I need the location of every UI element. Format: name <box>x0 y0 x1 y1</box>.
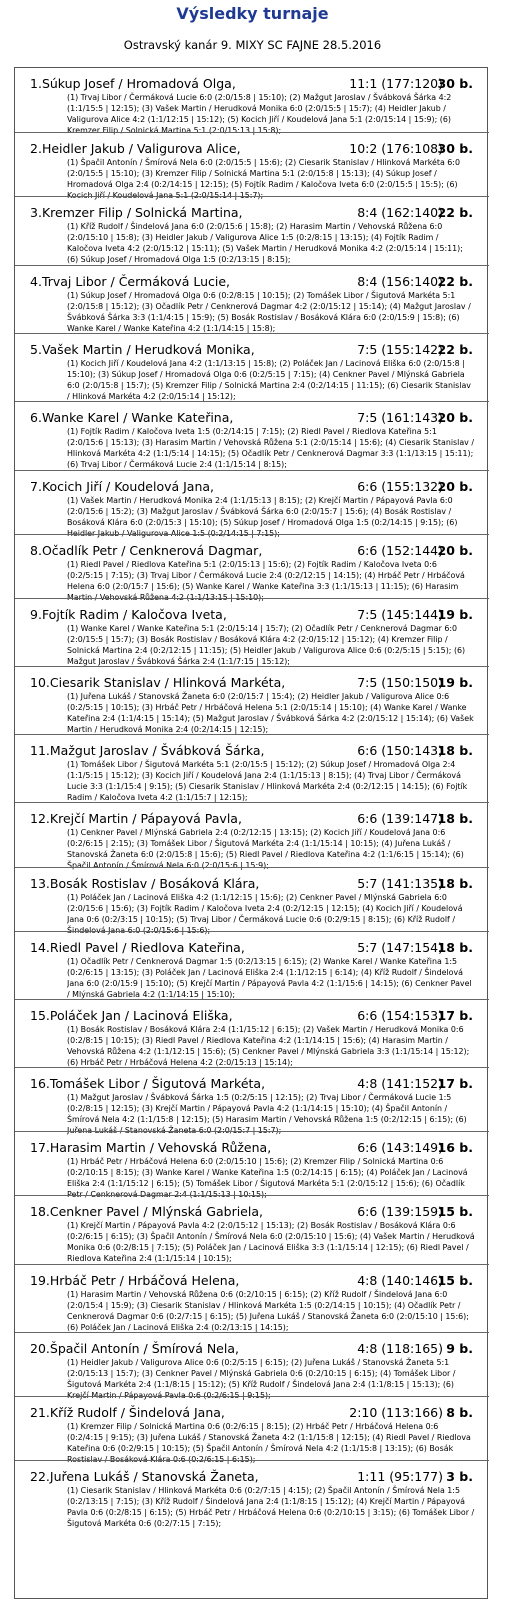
team-name <box>30 1140 271 1155</box>
entry-header <box>15 141 487 157</box>
team-points: 18 b. <box>437 940 473 955</box>
entry-header <box>15 410 487 426</box>
match-details: (1) Wanke Karel / Wanke Kateřina 5:1 (2:0/15:14 | 15:7); (2) Očadlík Petr / Cenknerová Dagmar 6:0 (2:0/15:5 | 15:7); (3) Bosák Rostislav / Bosáková Klára 4:2 (2:0/15:12 | 15:12); (4) Kremzer Filip / Solnická Martina 2:4 (0:2/12:15 | 11:15); (5) Heidler Jakub / Valigurova Alice 0:6 (0:2/5:15 | 5:15); (6) Mažgut Jaroslav / Švábková Šárka 2:4 (1:1/7:15 | 15:12); <box>67 624 466 666</box>
team-pair: Krejčí Martin / Pápayová Pavla, <box>49 811 242 826</box>
team-score: 8:4 (156:140) <box>357 274 443 289</box>
team-score: 6:6 (139:159) <box>357 1204 443 1219</box>
entry-header <box>15 1405 487 1421</box>
team-pair: Očadlík Petr / Cenknerová Dagmar, <box>41 543 263 558</box>
team-pair: Mažgut Jaroslav / Švábková Šárka, <box>49 743 265 758</box>
team-name <box>30 743 264 758</box>
team-points: 8 b. <box>446 1405 473 1420</box>
team-pair: Kocich Jiří / Koudelová Jana, <box>41 479 215 494</box>
team-rank: 21. <box>30 1405 50 1420</box>
result-entry <box>15 1396 489 1464</box>
team-points: 19 b. <box>437 607 473 622</box>
team-points: 16 b. <box>437 1140 473 1155</box>
result-entry <box>15 401 489 471</box>
result-entry <box>15 470 489 538</box>
match-details: (1) Súkup Josef / Hromadová Olga 0:6 (0:2/8:15 | 10:15); (2) Tomášek Libor / Šigutová Markéta 5:1 (2:0/15:8 | 15:12); (3) Očadlík Petr / Cenknerová Dagmar 4:2 (2:0/15:12 | 15:14); (4) Mažgut Jaroslav / Švábková Šárka 3:3 (1:1/4:15 | 15:9); (5) Bosák Rostislav / Bosáková Klára 6:0 (2:0/15:9 | 15:8); (6) Wanke Karel / Wanke Kateřina 4:2 (1:1/14:15 | 15:8); <box>67 291 471 333</box>
result-entry <box>15 1460 489 1528</box>
entry-header <box>15 1273 487 1289</box>
result-entry <box>15 1067 489 1135</box>
result-entry <box>15 68 489 135</box>
page-subtitle: Ostravský kanár 9. MIXY SC FAJNE 28.5.2016 <box>123 38 382 52</box>
team-score: 6:6 (154:153) <box>357 1008 443 1023</box>
team-name <box>30 410 233 425</box>
result-entry <box>15 265 489 334</box>
team-rank: 3. <box>30 205 42 220</box>
match-details: (1) Fojtík Radim / Kaločova Iveta 1:5 (0:2/14:15 | 7:15); (2) Riedl Pavel / Riedlova Kateřina 5:1 (2:0/15:6 | 15:13); (3) Harasim Martin / Vehovská Růžena 5:1 (2:0/15:14 | 15:6); (4) Ciesarik Stanislav / Hlinková Markéta 4:2 (1:1/5:14 | 14:15); (5) Očadlík Petr / Cenknerová Dagmar 3:3 (1:1/13:15 | 15:11); (6) Trvaj Libor / Čermáková Lucie 2:4 (1:1/15:14 | 8:15); <box>67 427 475 469</box>
team-rank: 19. <box>30 1273 50 1288</box>
team-score: 5:7 (147:154) <box>357 940 443 955</box>
team-pair: Špačil Antonín / Šmírová Nela, <box>49 1341 239 1356</box>
match-details: (1) Kremzer Filip / Solnická Martina 0:6 (0:2/6:15 | 8:15); (2) Hrbáč Petr / Hrbáčová Helena 0:6 (0:2/4:15 | 9:15); (3) Juřena Lukáš / Stanovská Žaneta 4:2 (1:1/15:8 | 12:15); (4) Riedl Pavel / Riedlova Kateřina 0:6 (0:2/9:15 | 10:15); (5) Špačil Antonín / Šmírová Nela 4:2 (1:1/15:8 | 13:15); (6) Bosák Rostislav / Bosáková Klára 0:6 (0:2/6:15 | 6:15); <box>67 1422 471 1464</box>
match-details: (1) Kocich Jiří / Koudelová Jana 4:2 (1:1/13:15 | 15:8); (2) Poláček Jan / Lacinová Eliška 6:0 (2:0/15:8 | 15:10); (3) Súkup Josef / Hromadová Olga 0:6 (0:2/5:15 | 7:15); (4) Cenkner Pavel / Mlýnská Gabriela 6:0 (2:0/15:8 | 15:7); (5) Kremzer Filip / Solnická Martina 2:4 (0:2/14:15 | 11:15); (6) Ciesarik Stanislav / Hlinková Markéta 4:2 (2:0/15:14 | 15:12); <box>67 359 471 401</box>
result-entry <box>15 598 489 667</box>
team-pair: Kříž Rudolf / Šindelová Jana, <box>49 1405 225 1420</box>
team-rank: 15. <box>30 1008 50 1023</box>
team-points: 15 b. <box>437 1204 473 1219</box>
entry-header <box>15 607 487 623</box>
team-name <box>30 1204 263 1219</box>
result-entry <box>15 333 489 402</box>
match-details: (1) Vašek Martin / Herudková Monika 2:4 (1:1/15:13 | 8:15); (2) Krejčí Martin / Pápayová Pavla 6:0 (2:0/15:6 | 15:2); (3) Mažgut Jaroslav / Švábková Šárka 6:0 (2:0/15:7 | 15:6); (4) Bosák Rostislav / Bosáková Klára 6:0 (2:0/15:3 | 15:10); (5) Súkup Josef / Hromadová Olga 1:5 (0:2/14:15 | 9:15); (6) Heidler Jakub / Valigurova Alice 1:5 (0:2/14:15 | 7:15); <box>67 496 458 538</box>
match-details: (1) Juřena Lukáš / Stanovská Žaneta 6:0 (2:0/15:7 | 15:4); (2) Heidler Jakub / Valigurova Alice 0:6 (0:2/5:15 | 10:15); (3) Hrbáč Petr / Hrbáčová Helena 5:1 (2:0/15:14 | 15:10); (4) Wanke Karel / Wanke Kateřina 2:4 (1:1/4:15 | 15:14); (5) Mažgut Jaroslav / Švábková Šárka 4:2 (2:0/15:12 | 15:14); (6) Vašek Martin / Herudková Monika 2:4 (0:2/14:15 | 12:15); <box>67 692 474 734</box>
match-details: (1) Harasim Martin / Vehovská Růžena 0:6 (0:2/10:15 | 6:15); (2) Kříž Rudolf / Šindelová Jana 6:0 (2:0/15:4 | 15:9); (3) Ciesarik Stanislav / Hlinková Markéta 1:5 (0:2/14:15 | 10:15); (4) Očadlík Petr / Cenknerová Dagmar 0:6 (0:2/7:15 | 6:15); (5) Juřena Lukáš / Stanovská Žaneta 6:0 (2:0/15:10 | 15:6); (6) Poláček Jan / Lacinová Eliška 2:4 (0:2/13:15 | 14:15); <box>67 1290 469 1332</box>
team-pair: Heidler Jakub / Valigurova Alice, <box>41 141 241 156</box>
result-entry <box>15 666 489 735</box>
entry-header <box>15 1140 487 1156</box>
entry-header <box>15 543 487 559</box>
team-name <box>30 811 242 826</box>
entry-header <box>15 675 487 691</box>
team-rank: 13. <box>30 876 50 891</box>
team-points: 15 b. <box>437 1273 473 1288</box>
team-name <box>30 1076 265 1091</box>
team-rank: 1. <box>30 76 42 91</box>
team-score: 6:6 (143:149) <box>357 1140 443 1155</box>
team-score: 6:6 (139:147) <box>357 811 443 826</box>
team-score: 10:2 (176:108) <box>349 141 443 156</box>
team-points: 17 b. <box>437 1008 473 1023</box>
team-score: 7:5 (161:143) <box>357 410 443 425</box>
result-entry <box>15 1332 489 1400</box>
team-score: 2:10 (113:166) <box>349 1405 443 1420</box>
team-score: 7:5 (155:142) <box>357 342 443 357</box>
match-details: (1) Ciesarik Stanislav / Hlinková Markéta 0:6 (0:2/7:15 | 4:15); (2) Špačil Antonín / Šmírová Nela 1:5 (0:2/13:15 | 7:15); (3) Kříž Rudolf / Šindelová Jana 2:4 (1:1/8:15 | 15:12); (4) Krejčí Martin / Pápayová Pavla 0:6 (0:2/8:15 | 6:15); (5) Hrbáč Petr / Hrbáčová Helena 0:6 (0:2/10:15 | 3:15); (6) Tomášek Libor / Šigutová Markéta 0:6 (0:2/7:15 | 7:15); <box>67 1486 475 1528</box>
team-rank: 22. <box>30 1469 50 1484</box>
team-points: 20 b. <box>437 543 473 558</box>
team-name <box>30 876 259 891</box>
team-rank: 9. <box>30 607 42 622</box>
entry-header <box>15 1469 487 1485</box>
team-rank: 18. <box>30 1204 50 1219</box>
match-details: (1) Hrbáč Petr / Hrbáčová Helena 6:0 (2:0/15:10 | 15:6); (2) Kremzer Filip / Solnická Martina 0:6 (0:2/10:15 | 8:15); (3) Wanke Karel / Wanke Kateřina 1:5 (0:2/14:15 | 6:15); (4) Poláček Jan / Lacinová Eliška 2:4 (1:1/15:12 | 6:15); (5) Tomášek Libor / Šigutová Markéta 5:1 (2:0/15:12 | 15:6); (6) Očadlík Petr / Cenknerová Dagmar 2:4 (1:1/15:13 | 10:15); <box>67 1157 468 1199</box>
team-name <box>30 76 236 91</box>
entry-header <box>15 479 487 495</box>
result-entry <box>15 1264 489 1333</box>
team-pair: Juřena Lukáš / Stanovská Žaneta, <box>49 1469 259 1484</box>
team-rank: 16. <box>30 1076 50 1091</box>
result-entry <box>15 1131 489 1199</box>
team-name <box>30 274 230 289</box>
team-name <box>30 342 255 357</box>
team-name <box>30 1405 225 1420</box>
result-entry <box>15 734 489 803</box>
team-points: 18 b. <box>437 876 473 891</box>
team-rank: 11. <box>30 743 50 758</box>
team-points: 19 b. <box>437 675 473 690</box>
team-name <box>30 543 262 558</box>
match-details: (1) Mažgut Jaroslav / Švábková Šárka 1:5 (0:2/5:15 | 12:15); (2) Trvaj Libor / Čermáková Lucie 1:5 (0:2/8:15 | 12:15); (3) Krejčí Martin / Pápayová Pavla 4:2 (1:1/14:15 | 15:10); (4) Špačil Antonín / Šmírová Nela 4:2 (1:1/15:8 | 12:15); (5) Harasim Martin / Vehovská Růžena 1:5 (0:2/12:15 | 6:15); (6) Juřena Lukáš / Stanovská Žaneta 6:0 (2:0/15:7 | 15:7); <box>67 1093 467 1135</box>
team-pair: Tomášek Libor / Šigutová Markéta, <box>49 1076 266 1091</box>
team-score: 4:8 (140:146) <box>357 1273 443 1288</box>
team-pair: Fojtík Radim / Kaločova Iveta, <box>41 607 227 622</box>
team-name <box>30 141 241 156</box>
match-details: (1) Krejčí Martin / Pápayová Pavla 4:2 (2:0/15:12 | 15:13); (2) Bosák Rostislav / Bosáková Klára 0:6 (0:2/6:15 | 6:15); (3) Špačil Antonín / Šmírová Nela 6:0 (2:0/15:10 | 15:6); (4) Vašek Martin / Herudková Monika 0:6 (0:2/8:15 | 7:15); (5) Poláček Jan / Lacinová Eliška 3:3 (1:1/15:14 | 12:15); (6) Riedl Pavel / Riedlova Kateřina 2:4 (1:1/15:14 | 10:15); <box>67 1221 475 1263</box>
team-score: 6:6 (152:144) <box>357 543 443 558</box>
result-entry <box>15 999 489 1068</box>
team-points: 30 b. <box>437 141 473 156</box>
team-name <box>30 479 214 494</box>
entry-header <box>15 1204 487 1220</box>
team-score: 4:8 (141:152) <box>357 1076 443 1091</box>
match-details: (1) Tomášek Libor / Šigutová Markéta 5:1 (2:0/15:5 | 15:12); (2) Súkup Josef / Hromadová Olga 2:4 (1:1/5:15 | 15:12); (3) Kocich Jiří / Koudelová Jana 2:4 (1:1/15:13 | 8:15); (4) Trvaj Libor / Čermáková Lucie 3:3 (1:1/15:4 | 9:15); (5) Ciesarik Stanislav / Hlinková Markéta 2:4 (0:2/12:15 | 14:15); (6) Fojtík Radim / Kaločova Iveta 4:2 (1:1/15:7 | 12:15); <box>67 760 468 802</box>
team-pair: Wanke Karel / Wanke Kateřina, <box>41 410 234 425</box>
team-rank: 6. <box>30 410 42 425</box>
match-details: (1) Očadlík Petr / Cenknerová Dagmar 1:5 (0:2/13:15 | 6:15); (2) Wanke Karel / Wanke Kateřina 1:5 (0:2/6:15 | 13:15); (3) Poláček Jan / Lacinová Eliška 2:4 (1:1/12:15 | 6:14); (4) Kříž Rudolf / Šindelová Jana 6:0 (2:0/15:9 | 15:10); (5) Krejčí Martin / Pápayová Pavla 4:2 (1:1/15:6 | 14:15); (6) Cenkner Pavel / Mlýnská Gabriela 4:2 (1:1/14:15 | 15:10); <box>67 957 472 999</box>
team-score: 11:1 (177:120) <box>349 76 443 91</box>
team-name <box>30 940 245 955</box>
team-pair: Poláček Jan / Lacinová Eliška, <box>49 1008 233 1023</box>
team-points: 22 b. <box>437 205 473 220</box>
team-rank: 5. <box>30 342 42 357</box>
entry-header <box>15 274 487 290</box>
team-score: 4:8 (118:165) <box>357 1341 443 1356</box>
team-pair: Vašek Martin / Herudková Monika, <box>41 342 255 357</box>
team-points: 3 b. <box>446 1469 473 1484</box>
team-score: 8:4 (162:140) <box>357 205 443 220</box>
entry-header <box>15 1008 487 1024</box>
team-points: 30 b. <box>437 76 473 91</box>
result-entry <box>15 196 489 266</box>
team-rank: 17. <box>30 1140 50 1155</box>
team-pair: Harasim Martin / Vehovská Růžena, <box>49 1140 272 1155</box>
team-score: 6:6 (155:132) <box>357 479 443 494</box>
result-entry <box>15 802 489 868</box>
team-name <box>30 1469 259 1484</box>
entry-header <box>15 1076 487 1092</box>
match-details: (1) Bosák Rostislav / Bosáková Klára 2:4 (1:1/15:12 | 6:15); (2) Vašek Martin / Herudková Monika 0:6 (0:2/8:15 | 10:15); (3) Riedl Pavel / Riedlova Kateřina 4:2 (1:1/14:15 | 15:6); (4) Harasim Martin / Vehovská Růžena 4:2 (1:1/12:15 | 15:6); (5) Cenkner Pavel / Mlýnská Gabriela 3:3 (1:1/15:14 | 15:12); (6) Hrbáč Petr / Hrbáčová Helena 4:2 (2:0/15:13 | 15:14); <box>67 1025 470 1067</box>
team-pair: Hrbáč Petr / Hrbáčová Helena, <box>49 1273 240 1288</box>
team-rank: 8. <box>30 543 42 558</box>
result-entry <box>15 931 489 1000</box>
entry-header <box>15 940 487 956</box>
result-entry <box>15 867 489 935</box>
team-points: 22 b. <box>437 274 473 289</box>
team-pair: Kremzer Filip / Solnická Martina, <box>41 205 243 220</box>
team-points: 22 b. <box>437 342 473 357</box>
match-details: (1) Trvaj Libor / Čermáková Lucie 6:0 (2:0/15:8 | 15:10); (2) Mažgut Jaroslav / Švábková Šárka 4:2 (1:1/15:5 | 12:15); (3) Vašek Martin / Herudková Monika 6:0 (2:0/15:5 | 15:7); (4) Heidler Jakub / Valigurova Alice 4:2 (1:1/12:15 | 15:12); (5) Kocich Jiří / Koudelová Jana 5:1 (2:0/15:14 | 15:9); (6) Kremzer Filip / Solnická Martina 5:1 (2:0/15:13 | 15:8); <box>67 93 452 135</box>
team-points: 17 b. <box>437 1076 473 1091</box>
team-points: 20 b. <box>437 479 473 494</box>
team-name <box>30 1008 233 1023</box>
team-score: 7:5 (150:150) <box>357 675 443 690</box>
entry-header <box>15 876 487 892</box>
entry-header <box>15 342 487 358</box>
team-pair: Cenkner Pavel / Mlýnská Gabriela, <box>49 1204 263 1219</box>
team-rank: 4. <box>30 274 42 289</box>
team-rank: 20. <box>30 1341 50 1356</box>
team-rank: 10. <box>30 675 50 690</box>
match-details: (1) Špačil Antonín / Šmírová Nela 6:0 (2:0/15:5 | 15:6); (2) Ciesarik Stanislav / Hlinková Markéta 6:0 (2:0/15:5 | 15:10); (3) Kremzer Filip / Solnická Martina 5:1 (2:0/15:8 | 15:13); (4) Súkup Josef / Hromadová Olga 2:4 (0:2/14:15 | 12:15); (5) Fojtík Radim / Kaločova Iveta 6:0 (2:0/15:5 | 15:5); (6) Kocich Jiří / Koudelová Jana 5:1 (2:0/15:14 | 15:7); <box>67 158 460 200</box>
match-details: (1) Heidler Jakub / Valigurova Alice 0:6 (0:2/5:15 | 6:15); (2) Juřena Lukáš / Stanovská Žaneta 5:1 (2:0/15:13 | 15:7); (3) Cenkner Pavel / Mlýnská Gabriela 0:6 (0:2/10:15 | 6:15); (4) Tomášek Libor / Šigutová Markéta 2:4 (1:1/8:15 | 15:12); (5) Kříž Rudolf / Šindelová Jana 2:4 (1:1/8:15 | 15:13); (6) Krejčí Martin / Pápayová Pavla 0:6 (0:2/6:15 | 9:15); <box>67 1358 456 1400</box>
entry-header <box>15 76 487 92</box>
team-score: 5:7 (141:135) <box>357 876 443 891</box>
match-details: (1) Cenkner Pavel / Mlýnská Gabriela 2:4 (0:2/12:15 | 13:15); (2) Kocich Jiří / Koudelová Jana 0:6 (0:2/6:15 | 2:15); (3) Tomášek Libor / Šigutová Markéta 2:4 (1:1/15:14 | 10:15); (4) Juřena Lukáš / Stanovská Žaneta 6:0 (2:0/15:8 | 15:6); (5) Riedl Pavel / Riedlova Kateřina 4:2 (1:1/6:15 | 15:14); (6) Špačil Antonín / Šmírová Nela 6:0 (2:0/15:6 | 15:9); <box>67 828 464 870</box>
team-score: 6:6 (150:143) <box>357 743 443 758</box>
team-pair: Riedl Pavel / Riedlova Kateřina, <box>49 940 245 955</box>
team-pair: Trvaj Libor / Čermáková Lucie, <box>41 274 231 289</box>
team-score: 1:11 (95:177) <box>357 1469 443 1484</box>
match-details: (1) Riedl Pavel / Riedlova Kateřina 5:1 (2:0/15:13 | 15:6); (2) Fojtík Radim / Kaločova Iveta 0:6 (0:2/5:15 | 7:15); (3) Trvaj Libor / Čermáková Lucie 2:4 (0:2/12:15 | 14:15); (4) Hrbáč Petr / Hrbáčová Helena 6:0 (2:0/15:7 | 15:6); (5) Wanke Karel / Wanke Kateřina 3:3 (1:1/15:13 | 11:15); (6) Harasim Martin / Vehovská Růžena 4:2 (1:1/13:15 | 15:10); <box>67 560 465 602</box>
entry-header <box>15 205 487 221</box>
team-points: 18 b. <box>437 811 473 826</box>
team-points: 18 b. <box>437 743 473 758</box>
results-table <box>14 67 488 1599</box>
team-rank: 2. <box>30 141 42 156</box>
team-name <box>30 675 285 690</box>
entry-header <box>15 743 487 759</box>
team-rank: 7. <box>30 479 42 494</box>
team-name <box>30 1273 239 1288</box>
team-pair: Súkup Josef / Hromadová Olga, <box>41 76 236 91</box>
match-details: (1) Kříž Rudolf / Šindelová Jana 6:0 (2:0/15:6 | 15:8); (2) Harasim Martin / Vehovská Růžena 6:0 (2:0/15:10 | 15:8); (3) Heidler Jakub / Valigurova Alice 1:5 (0:2/8:15 | 13:15); (4) Fojtík Radim / Kaločova Iveta 4:2 (2:0/15:12 | 15:11); (5) Vašek Martin / Herudková Monika 4:2 (2:0/15:14 | 15:11); (6) Súkup Josef / Hromadová Olga 1:5 (0:2/13:15 | 8:15); <box>67 222 463 264</box>
match-details: (1) Poláček Jan / Lacinová Eliška 4:2 (1:1/12:15 | 15:6); (2) Cenkner Pavel / Mlýnská Gabriela 6:0 (2:0/15:6 | 15:6); (3) Fojtík Radim / Kaločova Iveta 2:4 (0:2/12:15 | 12:15); (4) Kocich Jiří / Koudelová Jana 0:6 (0:2/3:15 | 10:15); (5) Trvaj Libor / Čermáková Lucie 0:6 (0:2/9:15 | 8:15); (6) Kříž Rudolf / Šindelová Jana 6:0 (2:0/15:6 | 15:6); <box>67 893 463 935</box>
team-rank: 14. <box>30 940 50 955</box>
team-score: 7:5 (145:144) <box>357 607 443 622</box>
team-points: 9 b. <box>446 1341 473 1356</box>
entry-header <box>15 1341 487 1357</box>
team-name <box>30 1341 239 1356</box>
page-title: Výsledky turnaje <box>176 4 329 23</box>
team-rank: 12. <box>30 811 50 826</box>
result-entry <box>15 534 489 602</box>
result-entry <box>15 1195 489 1265</box>
team-name <box>30 607 227 622</box>
team-pair: Ciesarik Stanislav / Hlinková Markéta, <box>49 675 286 690</box>
team-pair: Bosák Rostislav / Bosáková Klára, <box>49 876 260 891</box>
result-entry <box>15 132 489 200</box>
team-name <box>30 205 243 220</box>
entry-header <box>15 811 487 827</box>
team-points: 20 b. <box>437 410 473 425</box>
